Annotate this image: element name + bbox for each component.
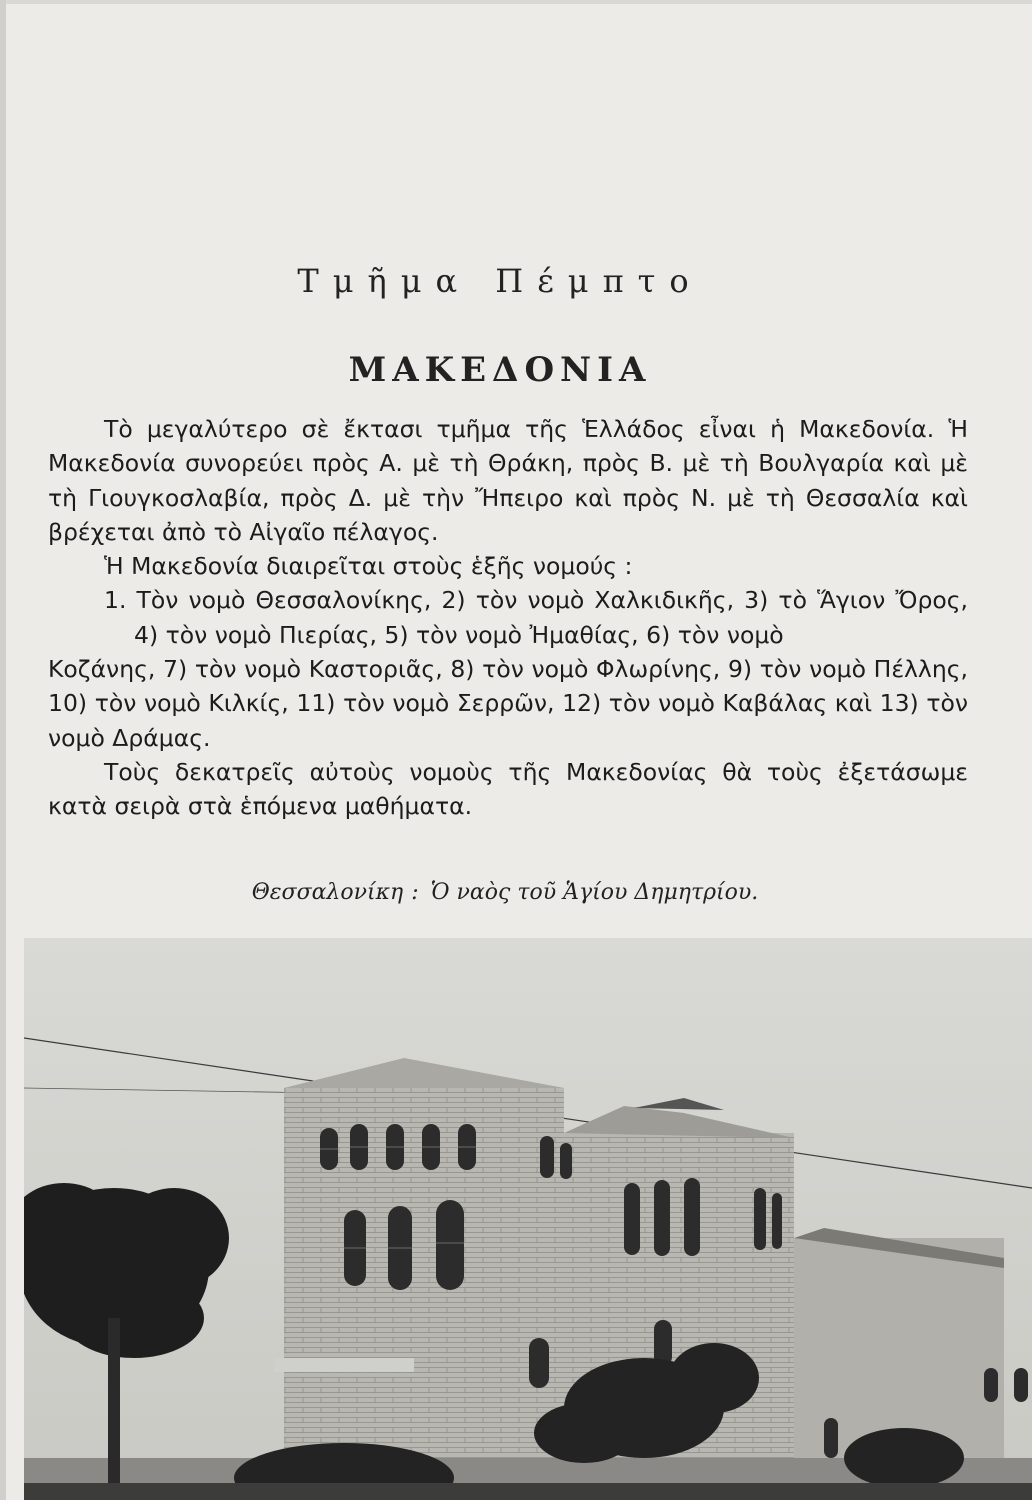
caption-subject: Ὁ ναὸς τοῦ Ἁγίου Δημητρίου.	[430, 880, 759, 905]
church-photo-drawing	[24, 938, 1032, 1500]
paragraph-intro-prefectures: Ἡ Μακεδονία διαιρεῖται στοὺς ἑξῆς νομούς :	[104, 552, 633, 581]
body-text	[48, 412, 968, 824]
page-binding-edge	[0, 0, 6, 1500]
photo-caption	[0, 880, 1010, 905]
section-heading: Τμῆμα Πέμπτο	[297, 262, 703, 300]
prefecture-list-part-1: 1. Τὸν νομὸ Θεσσαλονίκης, 2) τὸν νομὸ Χαλκιδικῆς, 3) τὸ Ἅγιον Ὄρος, 4) τὸν νομὸ Πιερίας, 5) τὸν νομὸ Ἠμαθίας, 6) τὸν νομὸ	[104, 586, 968, 649]
paragraph-closing: Τοὺς δεκατρεῖς αὐτοὺς νομοὺς τῆς Μακεδονίας θὰ τοὺς ἐξετάσωμε κατὰ σειρὰ στὰ ἑπόμενα μαθήματα.	[48, 757, 968, 821]
church-photo	[24, 938, 1032, 1500]
street	[24, 1483, 1032, 1500]
chapter-title: ΜΑΚΕΔΟΝΙΑ	[348, 350, 652, 390]
prefecture-list-part-2: Κοζάνης, 7) τὸν νομὸ Καστοριᾶς, 8) τὸν νομὸ Φλωρίνης, 9) τὸν νομὸ Πέλλης, 10) τὸν νομὸ Κιλκίς, 11) τὸν νομὸ Σερρῶν, 12) τὸν νομὸ Καβάλας καὶ 13) τὸν νομὸ Δράμας.	[48, 655, 968, 752]
caption-place: Θεσσαλονίκη	[251, 880, 404, 905]
page-top-edge	[0, 0, 1032, 4]
caption-separator: :	[411, 880, 419, 905]
paragraph-borders: Τὸ μεγαλύτερο σὲ ἔκτασι τμῆμα τῆς Ἑλλάδος εἶναι ἡ Μακεδονία. Ἡ Μακεδονία συνορεύει πρὸς Α. μὲ τὴ Θράκη, πρὸς Β. μὲ τὴ Βουλγαρία καὶ μὲ τὴ Γιουγκοσλαβία, πρὸς Δ. μὲ τὴν Ἤπειρο καὶ πρὸς Ν. μὲ τὴ Θεσσαλία καὶ βρέχεται ἀπὸ τὸ Αἰγαῖο πέλαγος.	[48, 415, 968, 546]
